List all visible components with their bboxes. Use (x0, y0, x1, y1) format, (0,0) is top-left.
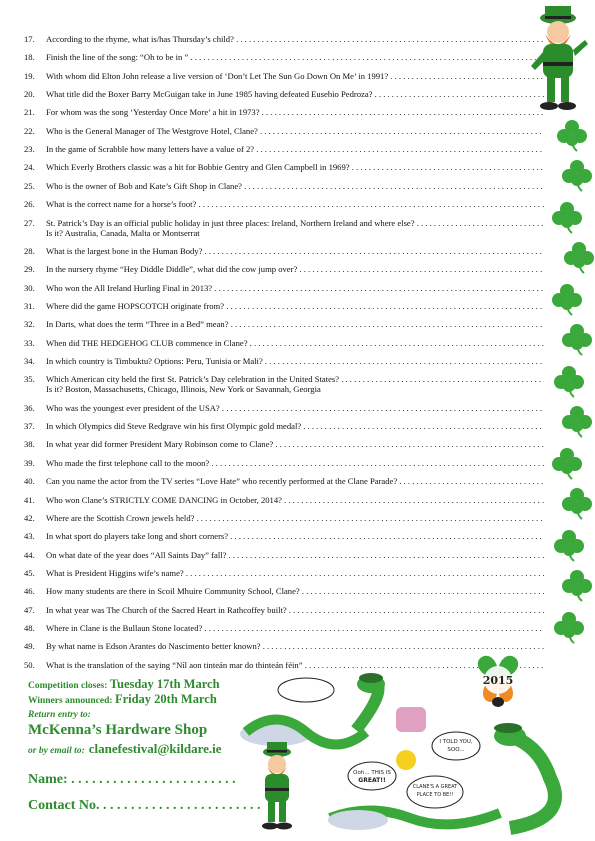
question-text[interactable]: Who won the All Ireland Hurling Final in 2013? . . . (46, 283, 544, 294)
question-text[interactable]: St. Patrick’s Day is an official public holiday in just three places: Ireland, Northern Ireland and where else? . . . (46, 218, 544, 229)
question-text[interactable]: By what name is Edson Arantes do Nascimento better known? . . . (46, 641, 544, 652)
question-text[interactable]: Where are the Scottish Crown jewels held? . . . (46, 513, 544, 524)
svg-text:SOO...: SOO... (447, 747, 465, 753)
contact-field[interactable]: Contact No. . . . . . . . . . . . . . . . . . . . . . . . (28, 798, 261, 813)
question-number: 41. (24, 494, 35, 505)
question-text[interactable]: In what year did former President Mary Robinson come to Clane? . . . (46, 439, 544, 450)
question-number: 18. (24, 52, 35, 63)
question-number: 46. (24, 586, 35, 597)
shamrock-icon (552, 528, 586, 562)
question-number: 35. (24, 374, 35, 385)
question-number: 42. (24, 512, 35, 523)
question-text[interactable]: For whom was the song ‘Yesterday Once More’ a hit in 1973? . . . (46, 107, 544, 118)
question-text[interactable]: Where did the game HOPSCOTCH originate from? . . . (46, 301, 544, 312)
question-text[interactable]: According to the rhyme, what is/has Thursday’s child? . . . (46, 34, 544, 45)
shamrock-icon (560, 404, 594, 438)
closes-label: Competition closes: (28, 681, 108, 691)
question-text[interactable]: On what date of the year does “All Saints Day” fall? . . . (46, 550, 544, 561)
shamrock-icon (552, 610, 586, 644)
question-text[interactable]: What is President Higgins wife’s name? . . . (46, 568, 544, 579)
question-text[interactable]: Who was the youngest ever president of the USA? . . . (46, 403, 544, 414)
question-text[interactable]: Which American city held the first St. Patrick’s Day celebration in the United States? . . . (46, 374, 544, 385)
question-text[interactable]: When did THE HEDGEHOG CLUB commence in Clane? . . . (46, 338, 544, 349)
question-options: Is it? Australia, Canada, Malta or Montserrat (46, 227, 200, 238)
question-number: 22. (24, 125, 35, 136)
question-number: 33. (24, 337, 35, 348)
shamrock-icon (560, 486, 594, 520)
question-text[interactable]: How many students are there in Scoil Mhuire Community School, Clane? . . . (46, 586, 544, 597)
email-label: or by email to: (28, 746, 85, 756)
question-text[interactable]: What is the largest bone in the Human Body? . . . (46, 246, 544, 257)
question-number: 23. (24, 144, 35, 155)
question-number: 29. (24, 264, 35, 275)
closes-date: Tuesday 17th March (109, 677, 220, 691)
shamrock-icon (550, 200, 584, 234)
shamrock-icon (562, 240, 595, 274)
question-text[interactable]: With whom did Elton John release a live version of ‘Don’t Let The Sun Go Down On Me’ in 1991? . . . (46, 71, 544, 82)
question-number: 28. (24, 245, 35, 256)
question-text[interactable]: What title did the Boxer Barry McGuigan take in June 1985 having defeated Eusebio Pedroza? . . . (46, 89, 544, 100)
question-number: 38. (24, 439, 35, 450)
shamrock-icon (552, 364, 586, 398)
question-number: 37. (24, 421, 35, 432)
question-number: 21. (24, 107, 35, 118)
question-number: 45. (24, 567, 35, 578)
bubble-told-you: I TOLD YOU, (439, 739, 473, 745)
question-text[interactable]: In what sport do players take long and short corners? . . . (46, 531, 544, 542)
leprechaun-illustration-bottom (252, 740, 302, 832)
question-number: 36. (24, 402, 35, 413)
question-text[interactable]: What is the correct name for a horse’s foot? . . . (46, 199, 544, 210)
bubble-great: Ooh... THIS IS (353, 770, 391, 776)
question-text[interactable]: In Darts, what does the term “Three in a Bed” mean? . . . (46, 319, 544, 330)
question-text[interactable]: Can you name the actor from the TV series “Love Hate” who recently performed at the Clane Parade? . . . (46, 476, 544, 487)
winners-date: Friday 20th March (114, 692, 217, 706)
question-text[interactable]: Where in Clane is the Bullaun Stone located? . . . (46, 623, 544, 634)
question-text[interactable]: In which Olympics did Steve Redgrave win his first Olympic gold medal? . . . (46, 421, 544, 432)
question-text[interactable]: Which Everly Brothers classic was a hit for Bobbie Gentry and Glen Campbell in 1969? . . . (46, 162, 544, 173)
question-number: 20. (24, 89, 35, 100)
question-number: 24. (24, 162, 35, 173)
shamrock-icon (550, 282, 584, 316)
shamrock-icon (560, 158, 594, 192)
question-text[interactable]: In which country is Timbuktu? Options: Peru, Tunisia or Mali? . . . (46, 356, 544, 367)
question-number: 34. (24, 356, 35, 366)
shamrock-icon (550, 446, 584, 480)
question-options: Is it? Boston, Massachusetts, Chicago, Illinois, New York or Savannah, Georgia (46, 384, 321, 395)
question-number: 50. (24, 659, 35, 670)
question-text[interactable]: What is the translation of the saying “Níl aon tinteán mar do thinteán féin” . . . (46, 660, 544, 671)
badge-year-text: 2015 (482, 674, 514, 687)
svg-text:PLACE TO BE!!: PLACE TO BE!! (416, 792, 454, 798)
return-label: Return entry to: (28, 710, 91, 720)
question-text[interactable]: Who is the General Manager of The Westgrove Hotel, Clane? . . . (46, 126, 544, 137)
question-number: 30. (24, 282, 35, 293)
shamrock-icon (560, 568, 594, 602)
question-text[interactable]: In the game of Scrabble how many letters have a value of 2? . . . (46, 144, 544, 155)
svg-text:GREAT!!: GREAT!! (358, 777, 386, 784)
question-text[interactable]: In the nursery rhyme “Hey Diddle Diddle”, what did the cow jump over? . . . (46, 264, 544, 275)
bubble-clane: CLANE'S A GREAT (412, 784, 458, 790)
question-text[interactable]: Who made the first telephone call to the moon? . . . (46, 458, 544, 469)
question-number: 19. (24, 70, 35, 81)
question-text[interactable]: In what year was The Church of the Sacred Heart in Rathcoffey built? . . . (46, 605, 544, 616)
name-field[interactable]: Name: . . . . . . . . . . . . . . . . . . . . . . . . (28, 772, 236, 787)
shop-name: McKenna’s Hardware Shop (28, 722, 208, 738)
question-number: 31. (24, 300, 35, 311)
question-text[interactable]: Finish the line of the song: “Oh to be in ” . . . (46, 52, 544, 63)
question-number: 43. (24, 531, 35, 542)
question-number: 26. (24, 199, 35, 210)
question-number: 27. (24, 217, 35, 228)
question-text[interactable]: Who won Clane’s STRICTLY COME DANCING in October, 2014? . . . (46, 495, 544, 506)
winners-label: Winners announced: (28, 696, 113, 706)
leprechaun-illustration-top (525, 4, 591, 116)
question-number: 48. (24, 622, 35, 633)
question-text[interactable]: Who is the owner of Bob and Kate’s Gift Shop in Clane? . . . (46, 181, 544, 192)
question-number: 25. (24, 180, 35, 191)
shamrock-icon (555, 118, 589, 152)
shamrock-icon (560, 322, 594, 356)
question-number: 32. (24, 319, 35, 330)
question-number: 47. (24, 604, 35, 615)
question-number: 49. (24, 641, 35, 652)
email-address: clanefestival@kildare.ie (88, 741, 222, 756)
question-number: 40. (24, 476, 35, 487)
question-number: 17. (24, 34, 35, 44)
question-number: 39. (24, 457, 35, 468)
question-number: 44. (24, 549, 35, 560)
snake-cartoon-lower (310, 718, 580, 838)
year-badge-2015 (468, 650, 528, 710)
